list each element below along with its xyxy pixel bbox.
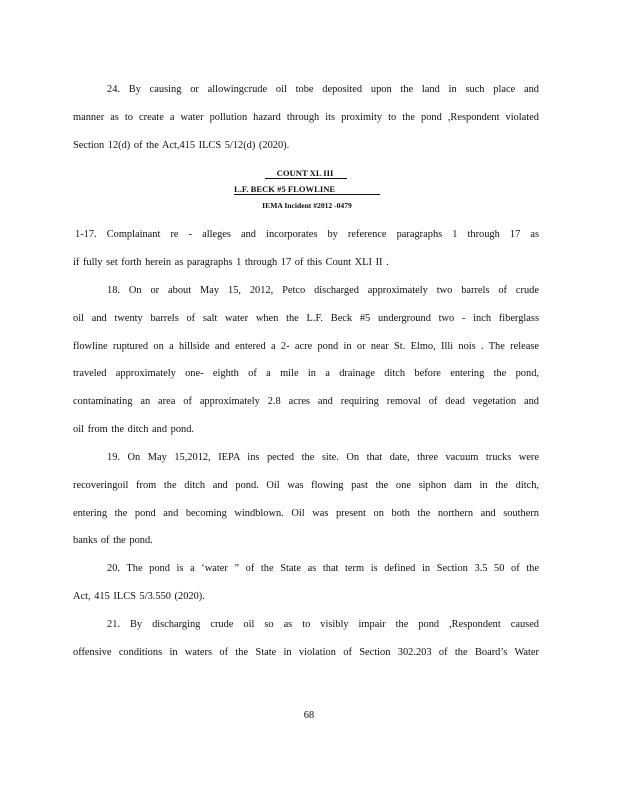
paragraph-18-line-5: contaminating an area of approximately 2.8 acres and requiring removal of dead vegetation and bbox=[73, 396, 539, 407]
paragraph-1-17-line-2: if fully set forth herein as paragraphs 1 through 17 of this Count XLI II . bbox=[73, 257, 389, 268]
paragraph-21-line-2: offensive conditions in waters of the State in violation of Section 302.203 of the Board’s Water bbox=[73, 647, 539, 658]
paragraph-24-line-1: 24. By causing or allowingcrude oil tobe deposited upon the land in such place and bbox=[107, 84, 539, 95]
paragraph-18-line-3: flowline ruptured on a hillside and entered a 2- acre pond in or near St. Elmo, Illi nois . The release bbox=[73, 341, 539, 352]
paragraph-18-line-4: traveled approximately one- eighth of a mile in a drainage ditch before entering the pond, bbox=[73, 368, 539, 379]
page-number: 68 bbox=[303, 710, 315, 721]
paragraph-1-17-line-1: 1-17. Complainant re - alleges and incorporates by reference paragraphs 1 through 17 as bbox=[75, 229, 539, 240]
count-subtitle-underline bbox=[234, 194, 380, 195]
paragraph-19-line-3: entering the pond and becoming windblown. Oil was present on both the northern and southern bbox=[73, 508, 539, 519]
paragraph-18-line-2: oil and twenty barrels of salt water when the L.F. Beck #5 underground two - inch fiberglass bbox=[73, 313, 539, 324]
paragraph-24-line-2: manner as to create a water pollution hazard through its proximity to the pond ,Respondent violated bbox=[73, 112, 539, 123]
paragraph-18-line-6: oil from the ditch and pond. bbox=[73, 424, 195, 435]
paragraph-19-line-2: recoveringoil from the ditch and pond. Oil was flowing past the one siphon dam in the ditch, bbox=[73, 480, 539, 491]
count-heading-subtitle: L.F. BECK #5 FLOWLINE bbox=[234, 184, 336, 194]
count-heading-incident: IEMA Incident #2012 -0479 bbox=[262, 201, 352, 210]
paragraph-19-line-1: 19. On May 15,2012, IEPA ins pected the site. On that date, three vacuum trucks were bbox=[107, 452, 539, 463]
count-heading-title: COUNT XL III bbox=[276, 168, 334, 178]
paragraph-24-line-3: Section 12(d) of the Act,415 ILCS 5/12(d) (2020). bbox=[73, 140, 290, 151]
paragraph-21-line-1: 21. By discharging crude oil so as to visibly impair the pond ,Respondent caused bbox=[107, 619, 539, 630]
paragraph-20-line-2: Act, 415 ILCS 5/3.550 (2020). bbox=[73, 591, 205, 602]
paragraph-18-line-1: 18. On or about May 15, 2012, Petco discharged approximately two barrels of crude bbox=[107, 285, 539, 296]
paragraph-20-line-1: 20. The pond is a ‘water ” of the State as that term is defined in Section 3.5 50 of the bbox=[107, 563, 539, 574]
count-title-underline bbox=[265, 178, 347, 179]
paragraph-19-line-4: banks of the pond. bbox=[73, 535, 153, 546]
